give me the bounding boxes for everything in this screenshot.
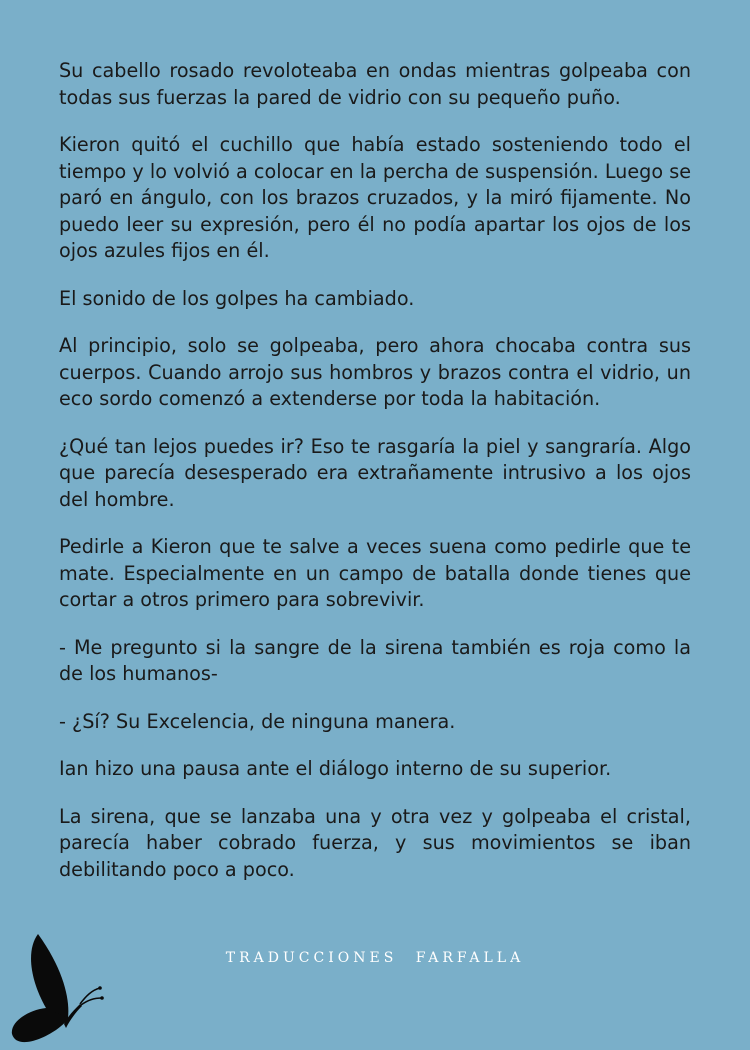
paragraph-1: Su cabello rosado revoloteaba en ondas mientras golpeaba con todas sus fuerzas la pared de vidrio con su pequeño puño. — [59, 59, 691, 109]
paragraph-2: Kieron quitó el cuchillo que había estado sosteniendo todo el tiempo y lo volvió a colocar en la percha de suspensión. Luego se paró en ángulo, con los brazos cruzados, y la miró fijamente. No puedo leer su expresión, pero él no podía apartar los ojos de los ojos azules fijos en él. — [59, 133, 691, 262]
paragraph-10: La sirena, que se lanzaba una y otra vez y golpeaba el cristal, parecía haber cobrado fuerza, y sus movimientos se iban debilitando poco a poco. — [59, 804, 691, 881]
butterfly-icon — [8, 930, 108, 1050]
body-text — [59, 58, 691, 904]
paragraph-9: Ian hizo una pausa ante el diálogo interno de su superior. — [59, 757, 612, 780]
paragraph-4: Al principio, solo se golpeaba, pero ahora chocaba contra sus cuerpos. Cuando arrojo sus hombros y brazos contra el vidrio, un eco sordo comenzó a extenderse por toda la habitación. — [59, 334, 691, 410]
paragraph-7: - Me pregunto si la sangre de la sirena también es roja como la de los humanos- — [59, 635, 691, 685]
paragraph-6: Pedirle a Kieron que te salve a veces suena como pedirle que te mate. Especialmente en un campo de batalla donde tienes que cortar a otros primero para sobrevivir. — [59, 535, 691, 611]
paragraph-5: ¿Qué tan lejos puedes ir? Eso te rasgaría la piel y sangraría. Algo que parecía desesperado era extrañamente intrusivo a los ojos del hombre. — [59, 434, 691, 511]
paragraph-8: - ¿Sí? Su Excelencia, de ninguna manera. — [59, 709, 456, 733]
footer-credit: TRADUCCIONES FARFALLA — [225, 950, 525, 966]
paragraph-3: El sonido de los golpes ha cambiado. — [59, 286, 415, 310]
